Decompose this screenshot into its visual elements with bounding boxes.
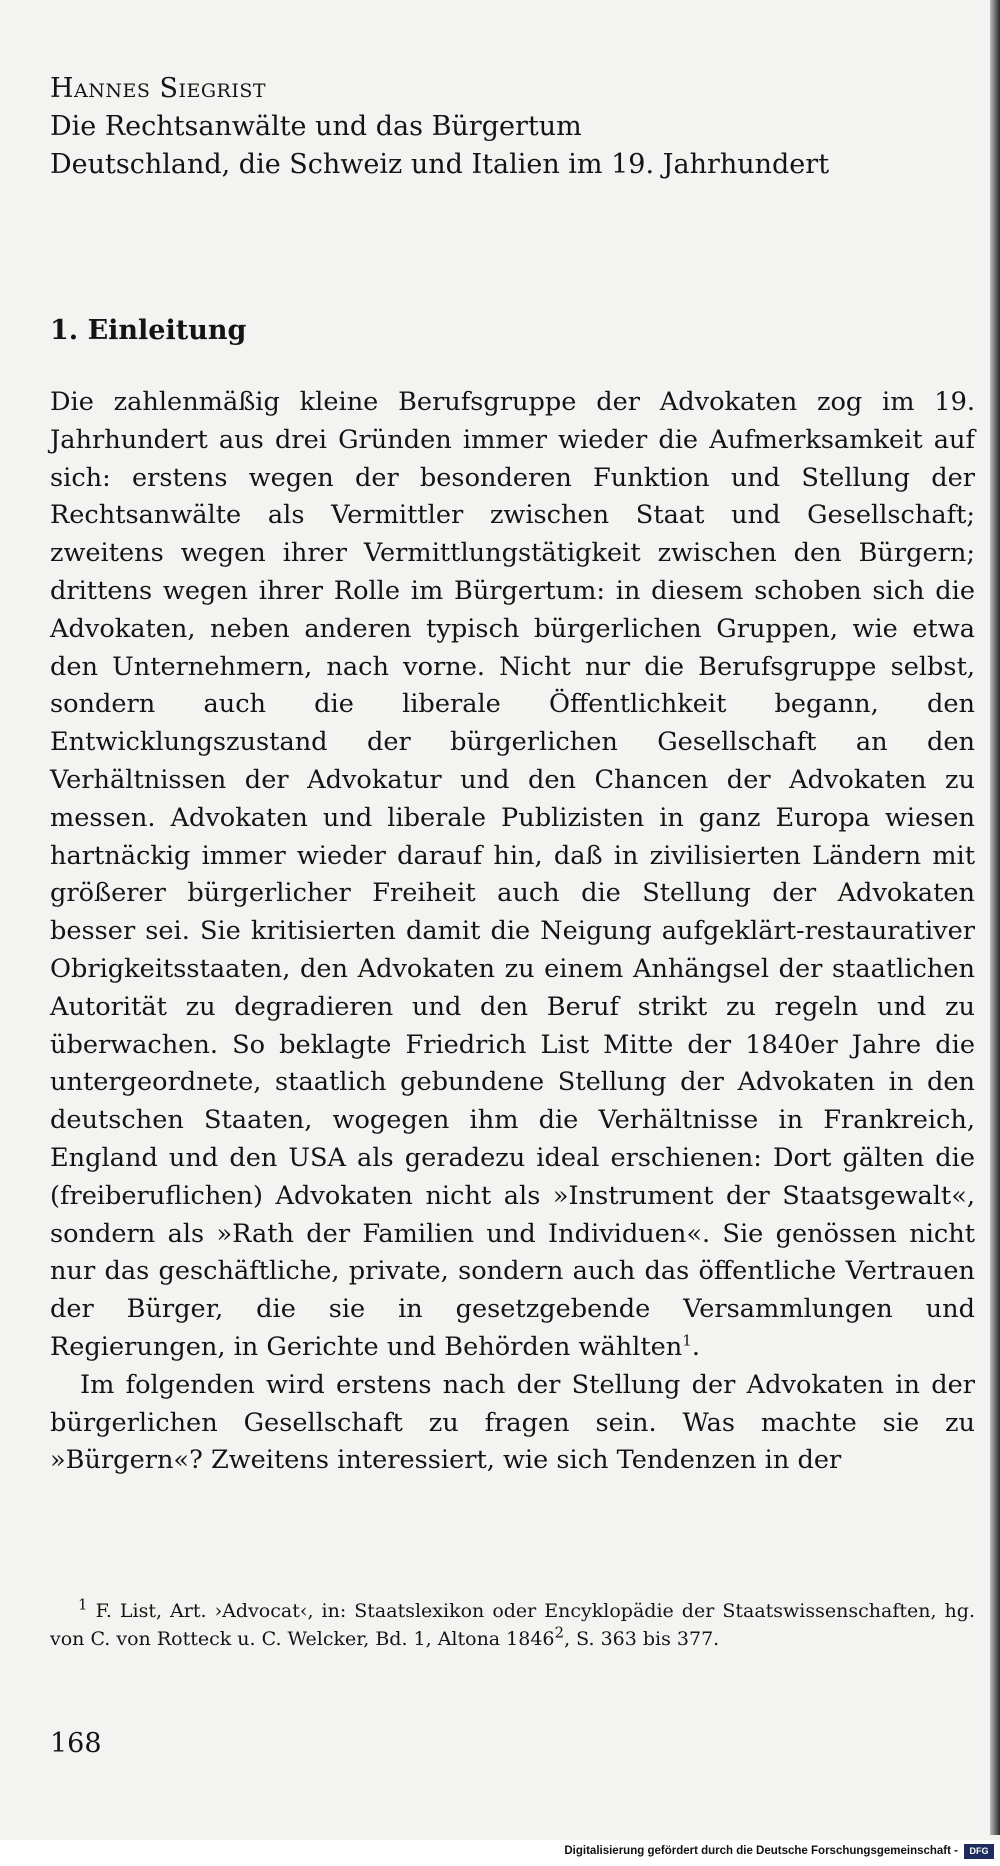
page-content	[50, 70, 975, 1759]
paragraph: Die zahlenmäßig kleine Berufsgruppe der Advokaten zog im 19. Jahrhundert aus drei Gründen immer wieder die Aufmerksamkeit auf sich: erstens wegen der besonderen Funktion und Stellung der Rechtsanwälte als Vermittler zwischen Staat und Gesellschaft; zweitens wegen ihrer Vermittlungstätigkeit zwischen den Bürgern; drittens wegen ihrer Rolle im Bürgertum: in diesem schoben sich die Advokaten, neben anderen typisch bürgerlichen Gruppen, wie etwa den Unternehmern, nach vorne. Nicht nur die Berufsgruppe selbst, sondern auch die liberale Öffentlichkeit begann, den Entwicklungszustand der bürgerlichen Gesellschaft an den Verhältnissen der Advokatur und den Chancen der Advokaten zu messen. Advokaten und liberale Publizisten in ganz Europa wiesen hartnäckig immer wieder darauf hin, daß in zivilisierten Ländern mit größerer bürgerlicher Freiheit auch die Stellung der Advokaten besser sei. Sie kritisierten damit die Neigung aufgeklärt-restaurativer Obrigkeitsstaaten, den Advokaten zu einem Anhängsel der staatlichen Autorität zu degradieren und den Beruf strikt zu regeln und zu überwachen. So beklagte Friedrich List Mitte der 1840er Jahre die untergeordnete, staatlich gebundene Stellung der Advokaten in den deutschen Staaten, wogegen ihm die Verhältnisse in Frankreich, England und den USA als geradezu ideal erschienen: Dort gälten die (freiberuflichen) Advokaten nicht als »Instrument der Staatsgewalt«, sondern als »Rath der Familien und Individuen«. Sie genössen nicht nur das geschäftliche, private, sondern auch das öffentliche Vertrauen der Bürger, die sie in gesetzgebende Versammlungen und Regierungen, in Gerichte und Behörden wählten$^1$.	[50, 387, 975, 1362]
chapter-subtitle: Deutschland, die Schweiz und Italien im 19. Jahrhundert	[50, 149, 830, 180]
paragraph-text: Die zahlenmäßig kleine Berufsgruppe der Advokaten zog im 19. Jahrhundert aus drei Gründen immer wieder die Aufmerksamkeit auf sich: erstens wegen der besonderen Funktion und Stellung der Rechtsanwälte als Vermittler zwischen Staat und Gesellschaft; zweitens wegen ihrer Vermittlungstätigkeit zwischen den Bürgern; drittens wegen ihrer Rolle im Bürgertum: in diesem schoben sich die Advokaten, neben anderen typisch bürgerlichen Gruppen, wie etwa den Unternehmern, nach vorne. Nicht nur die Berufsgruppe selbst, sondern auch die liberale Öffentlichkeit begann, den Entwicklungszustand der bürgerlichen Gesellschaft an den Verhältnissen der Advokatur und den Chancen der Advokaten zu messen. Advokaten und liberale Publizisten in ganz Europa wiesen hartnäckig immer wieder darauf hin, daß in zivilisierten Ländern mit größerer bürgerlicher Freiheit auch die Stellung der Advokaten besser sei. Sie kritisierten damit die Neigung aufgeklärt-restaurativer Obrigkeitsstaaten, den Advokaten zu einem Anhängsel der staatlichen Autorität zu degradieren und den Beruf strikt zu regeln und zu überwachen. So beklagte Friedrich List Mitte der 1840er Jahre die untergeordnete, staatlich gebundene Stellung der Advokaten in den deutschen Staaten, wogegen ihm die Verhältnisse in Frankreich, England und den USA als geradezu ideal erschienen: Dort gälten die (freiberuflichen) Advokaten nicht als »Instrument der Staatsgewalt«, sondern als »Rath der Familien und Individuen«. Sie genössen nicht nur das geschäftliche, private, sondern auch das öffentliche Vertrauen der Bürger, die sie in gesetzgebende Versammlungen und Regierungen, in Gerichte und Behörden wählten	[50, 387, 975, 1362]
page-number: 168	[50, 1728, 102, 1759]
footnote-reference: 1	[682, 1331, 692, 1350]
author-name: Hannes Siegrist	[50, 73, 267, 104]
digitization-notice: Digitalisierung gefördert durch die Deutsche Forschungsgemeinschaft -	[564, 1845, 958, 1857]
body-text	[50, 384, 975, 1480]
paragraph: Im folgenden wird erstens nach der Stellung der Advokaten in der bürgerlichen Gesellschaft zu fragen sein. Was machte sie zu »Bürgern«? Zweitens interessiert, wie sich Tendenzen in der	[50, 1369, 975, 1476]
footnote-number: 1	[78, 1595, 88, 1614]
chapter-title: Die Rechtsanwälte und das Bürgertum	[50, 111, 582, 142]
section-heading: 1. Einleitung	[50, 315, 247, 346]
footnote-text-end: , S. 363 bis 377.	[564, 1628, 720, 1650]
footnote	[50, 1597, 975, 1653]
page-edge-shadow	[990, 0, 1000, 1835]
digitization-bar	[0, 1840, 1000, 1866]
footnote-text: F. List, Art. ›Advocat‹, in: Staatslexikon oder Encyklopädie der Staatswissenschaften, hg. von C. von Rotteck u. C. Welcker, Bd. 1, Altona 1846	[50, 1600, 975, 1650]
dfg-logo-icon: DFG	[964, 1844, 994, 1859]
footnote-superscript: 2	[554, 1623, 565, 1642]
